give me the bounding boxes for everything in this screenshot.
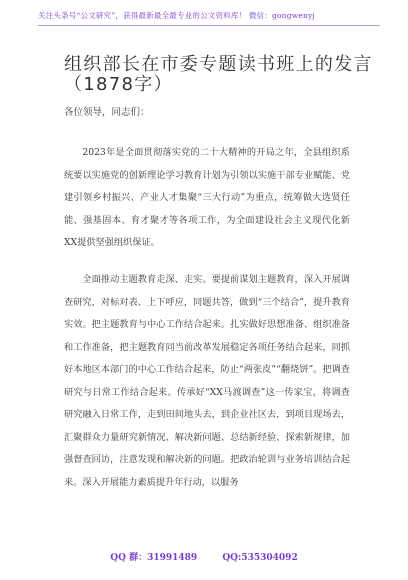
footer-qq-group: QQ 群：31991489: [110, 553, 198, 563]
document-title: 组织部长在市委专题读书班上的发言（1878字）: [64, 54, 373, 95]
header-banner: 关注头条号“公文研究”，获得最新最全最专业的公文资料库！ 微信：gongwenyj: [38, 11, 315, 20]
header-divider: [38, 25, 380, 26]
body-paragraph: 全面推动主题教育走深、走实。要提前谋划主题教育，深入开展调查研究，对标对表、上下呼应，同题共答，做到“三个结合”，提升教育实效。把主题教育与中心工作结合起来。扎实做好思想准备、组织准备和工作准备，把主题教育同当前改革发展稳定各项任务结合起来，同抓好本地区本部门的中心工作结合起来，防止“两张皮”“翻烧饼”。把调查研究与日常工作结合起来。传承好“XX马渡调查”这一传家宝，将调查研究融入日常工作，走到田间地头去，到企业社区去，到项目现场去，汇聚群众力量研究新情况、解决新问题、总结新经验、探索新规律，加强督查回访，注意发现和解决新的问题。把政治轮训与业务培训结合起来。深入开展能力素质提升年行动，以服务: [64, 274, 350, 488]
salutation: 各位领导，同志们：: [64, 107, 150, 118]
body-paragraph: 2023年是全面贯彻落实党的二十大精神的开局之年，全县组织系统要以实施党的创新理论学习教育计划为引领以实施干部专业赋能、党建引领乡村振兴、产业人才集聚“三大行动”为重点，统筹做大选贤任能、强基固本、育才聚才等各项工作，为全面建设社会主义现代化新XX提供坚强组织保证。: [64, 147, 350, 248]
footer-contact: [0, 550, 408, 563]
footer-qq: QQ:535304092: [222, 553, 298, 563]
